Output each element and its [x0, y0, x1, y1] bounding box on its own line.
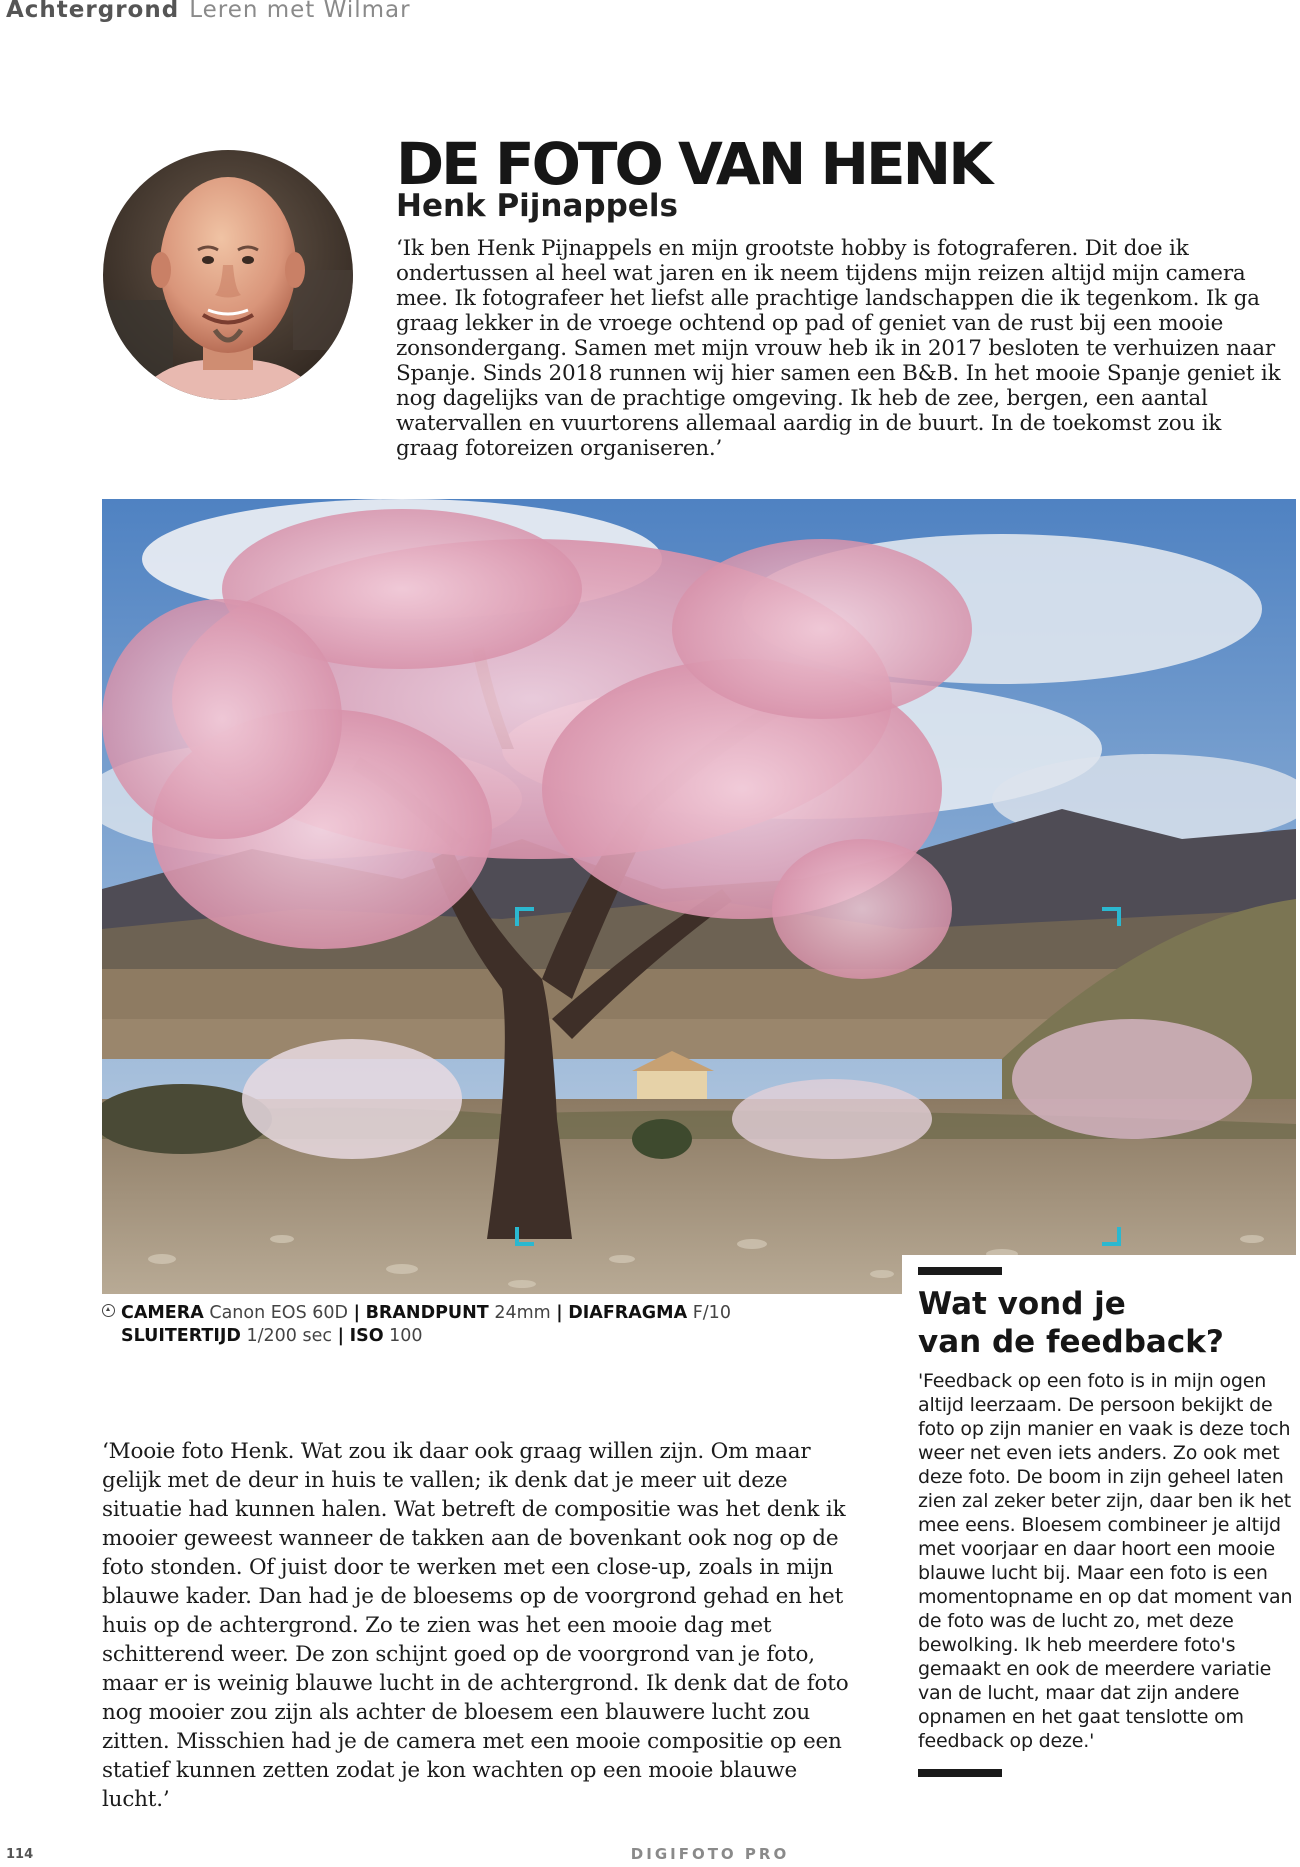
focal-value: 24mm: [494, 1303, 551, 1323]
aperture-value: F/10: [692, 1303, 731, 1323]
sidebar-top-rule: [918, 1267, 1002, 1275]
iso-value: 100: [389, 1326, 423, 1346]
sidebar-title-line: van de feedback?: [918, 1324, 1224, 1360]
feedback-text: ‘Mooie foto Henk. Wat zou ik daar ook graag willen zijn. Om maar gelijk met de deur in huis te vallen; ik denk dat je meer uit deze situatie had kunnen halen. Wat betreft de compositie was het denk ik mooier geweest wanneer de takken aan de bovenkant ook nog op de foto stonden. Of juist door te werken met een close-up, zoals in mijn blauwe kader. Dan had je de bloesems op de voorgrond gehad en het huis op de achtergrond. Zo te zien was het een mooie dag met schitterend weer. De zon schijnt goed op de voorgrond van je foto, maar er is weinig blauwe lucht in de achtergrond. Ik denk dat de foto nog mooier zou zijn als achter de bloesem een blauwere lucht zou zitten. Misschien had je de camera met een mooie compositie op een statief kunnen zetten zodat je kon wachten op een mooie blauwe lucht.’: [102, 1439, 849, 1812]
shutter-value: 1/200 sec: [246, 1326, 333, 1346]
page-title: DE FOTO VAN HENK: [396, 130, 991, 198]
iso-label: ISO: [349, 1326, 384, 1346]
sidebar-text: 'Feedback op een foto is in mijn ogen altijd leerzaam. De persoon bekijkt de foto op zijn manier en vaak is deze toch weer net even iets anders. Zo ook met deze foto. De boom in zijn geheel laten zien zal zeker beter zijn, daar ben ik het mee eens. Bloesem combineer je altijd met voorjaar en daar hoort een mooie blauwe lucht bij. Maar een foto is een momentopname en op dat moment van de foto was de lucht zo, met deze bewolking. Ik heb meerdere foto's gemaakt en ook de meerdere variatie van de lucht, maar dat zijn andere opnamen en het gaat tenslotte om feedback op deze.': [918, 1370, 1293, 1752]
exif-separator: |: [353, 1303, 360, 1323]
sidebar-title: [918, 1285, 1224, 1361]
sidebar-title-line: Wat vond je: [918, 1286, 1126, 1322]
page-number: 114: [6, 1847, 34, 1862]
main-photo: [102, 499, 1296, 1294]
focal-label: BRANDPUNT: [365, 1303, 489, 1323]
camera-label: CAMERA: [121, 1303, 204, 1323]
author-name: Henk Pijnappels: [396, 188, 678, 224]
author-portrait: [103, 150, 353, 400]
sidebar-bottom-rule: [918, 1769, 1002, 1777]
intro-quote: ‘Ik ben Henk Pijnappels en mijn grootste hobby is fotograferen. Dit doe ik ondertussen al heel wat jaren en ik neem tijdens mijn reizen altijd mijn camera mee. Ik fotografeer het liefst alle prachtige landschappen die ik tegenkom. Ik ga graag lekker in de vroege ochtend op pad of geniet van de rust bij een mooie zonsondergang. Samen met mijn vrouw heb ik in 2017 besloten te verhuizen naar Spanje. Sinds 2018 runnen wij hier samen een B&B. In het mooie Spanje geniet ik nog dagelijks van de prachtige omgeving. Ik heb de zee, bergen, een aantal watervallen en vuurtorens allemaal aardig in de buurt. In de toekomst zou ik graag fotoreizen organiseren.’: [396, 236, 1281, 461]
shutter-label: SLUITERTIJD: [121, 1326, 241, 1346]
section-label: Achtergrond: [6, 0, 180, 23]
series-label: Leren met Wilmar: [189, 0, 411, 23]
magazine-name: DIGIFOTO PRO: [630, 1845, 790, 1863]
aperture-label: DIAFRAGMA: [568, 1303, 688, 1323]
camera-value: Canon EOS 60D: [209, 1303, 349, 1323]
exif-separator: |: [337, 1326, 344, 1346]
exif-separator: |: [556, 1303, 563, 1323]
running-header: [6, 0, 411, 23]
exif-caption: [102, 1302, 731, 1348]
reaction-sidebar: [902, 1255, 1298, 1800]
camera-icon: [102, 1304, 115, 1317]
